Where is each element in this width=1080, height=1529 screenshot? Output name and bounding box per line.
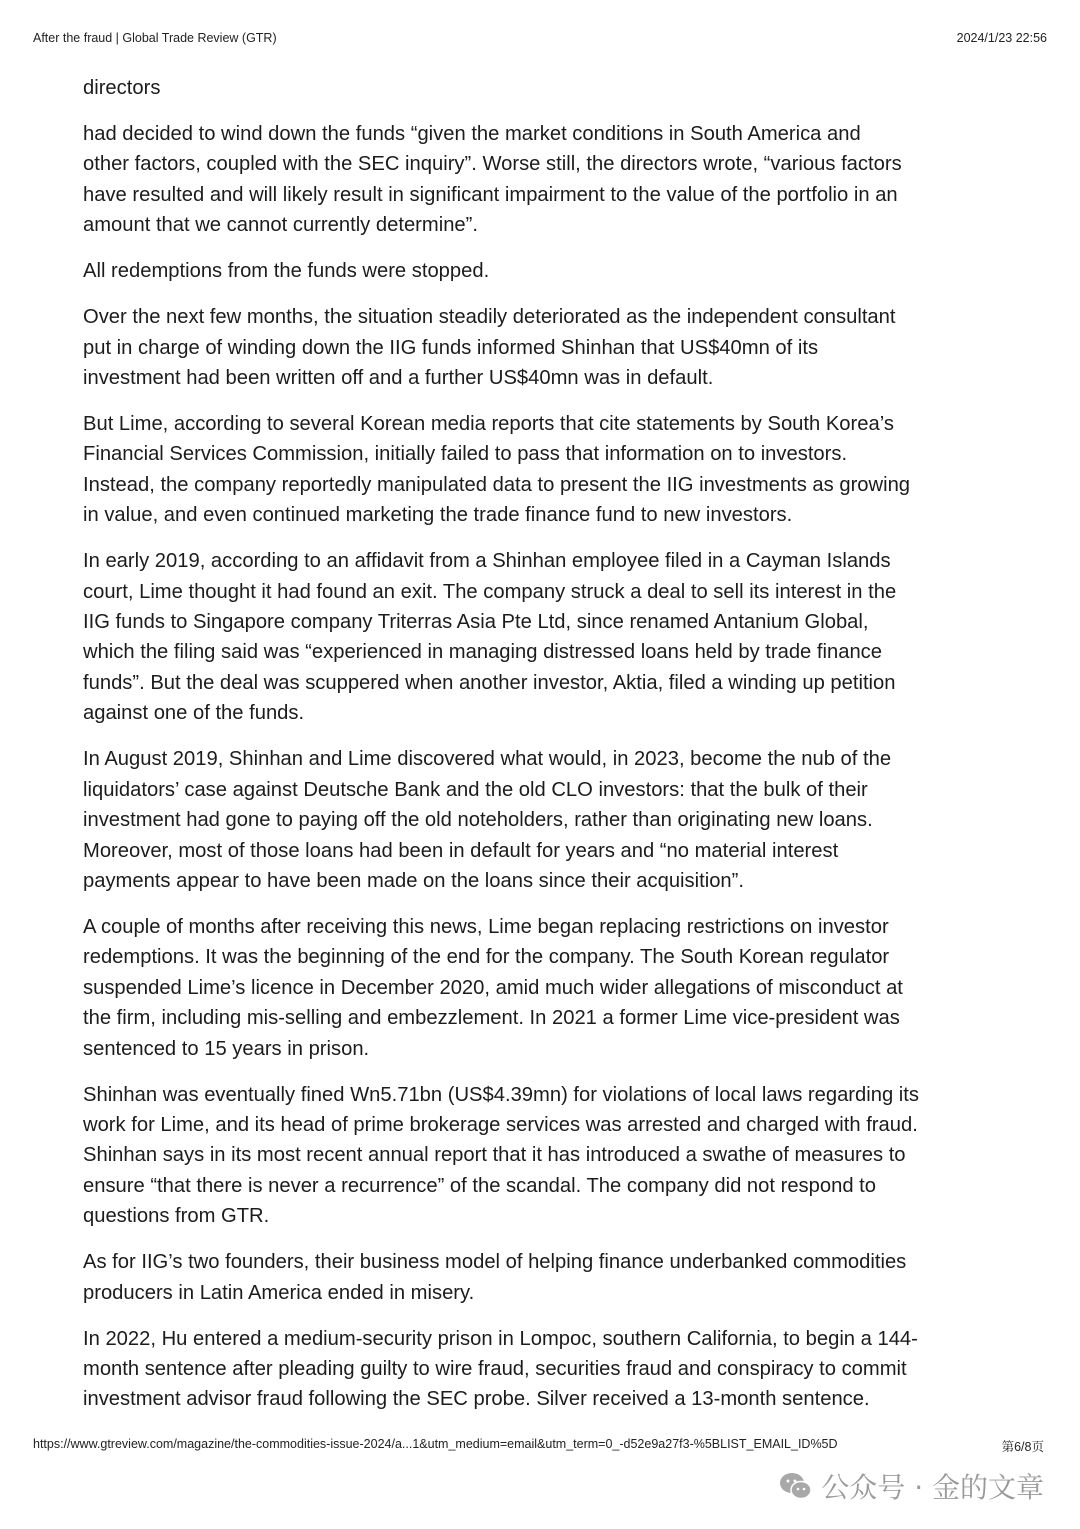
text-line: In early 2019, according to an affidavit from a Shinhan employee filed in a Cayman Islands — [83, 550, 891, 573]
text-line: But Lime, according to several Korean media reports that cite statements by South Korea’s — [83, 413, 894, 436]
text-line: producers in Latin America ended in misery. — [83, 1281, 475, 1304]
text-line: Over the next few months, the situation steadily deteriorated as the independent consultant — [83, 306, 896, 329]
paragraph — [83, 1080, 1003, 1232]
text-line: sentenced to 15 years in prison. — [83, 1037, 370, 1060]
text-line: In 2022, Hu entered a medium-security prison in Lompoc, southern California, to begin a 144- — [83, 1327, 918, 1350]
page-title-header: After the fraud | Global Trade Review (GTR) — [33, 31, 277, 45]
page-url: https://www.gtreview.com/magazine/the-commodities-issue-2024/a...1&utm_medium=email&utm_term=0_-d52e9a27f3-%5BLIST_EMAIL_ID%5D — [33, 1437, 838, 1451]
text-line: A couple of months after receiving this news, Lime began replacing restrictions on investor — [83, 915, 889, 938]
text-line: funds”. But the deal was scuppered when another investor, Aktia, filed a winding up petition — [83, 671, 896, 694]
text-line: redemptions. It was the beginning of the end for the company. The South Korean regulator — [83, 946, 890, 969]
paragraph — [83, 546, 1003, 728]
text-line: against one of the funds. — [83, 702, 305, 725]
text-line: All redemptions from the funds were stopped. — [83, 260, 490, 283]
paragraph — [83, 1324, 1003, 1415]
text-line: investment advisor fraud following the SEC probe. Silver received a 13-month sentence. — [83, 1388, 870, 1411]
text-line: the firm, including mis-selling and embezzlement. In 2021 a former Lime vice-president was — [83, 1007, 900, 1030]
article-body — [83, 73, 1003, 1430]
text-line: amount that we cannot currently determine”. — [83, 214, 478, 237]
text-line: court, Lime thought it had found an exit. The company struck a deal to sell its interest in the — [83, 580, 897, 603]
text-line: put in charge of winding down the IIG funds informed Shinhan that US$40mn of its — [83, 336, 819, 359]
text-line: In August 2019, Shinhan and Lime discovered what would, in 2023, become the nub of the — [83, 748, 892, 771]
wechat-icon — [779, 1471, 813, 1501]
text-line: liquidators’ case against Deutsche Bank and the old CLO investors: that the bulk of their — [83, 778, 868, 801]
text-line: Moreover, most of those loans had been in default for years and “no material interest — [83, 839, 839, 862]
text-line: have resulted and will likely result in significant impairment to the value of the portfolio in an — [83, 183, 898, 206]
text-line: Instead, the company reportedly manipulated data to present the IIG investments as growing — [83, 473, 911, 496]
text-line: in value, and even continued marketing the trade finance fund to new investors. — [83, 504, 793, 527]
text-line: ensure “that there is never a recurrence” of the scandal. The company did not respond to — [83, 1174, 876, 1197]
paragraph — [83, 73, 1003, 103]
paragraph — [83, 1247, 1003, 1308]
text-line: suspended Lime’s licence in December 2020, amid much wider allegations of misconduct at — [83, 976, 903, 999]
paragraph — [83, 302, 1003, 393]
text-line: month sentence after pleading guilty to wire fraud, securities fraud and conspiracy to commit — [83, 1357, 907, 1380]
text-line: questions from GTR. — [83, 1205, 270, 1228]
text-line: Financial Services Commission, initially failed to pass that information on to investors. — [83, 443, 848, 466]
text-line: other factors, coupled with the SEC inquiry”. Worse still, the directors wrote, “various factors — [83, 153, 902, 176]
text-line: IIG funds to Singapore company Triterras Asia Pte Ltd, since renamed Antanium Global, — [83, 611, 869, 634]
text-line: Shinhan was eventually fined Wn5.71bn (US$4.39mn) for violations of local laws regarding its — [83, 1083, 919, 1106]
text-line: directors — [83, 77, 161, 99]
paragraph — [83, 256, 1003, 286]
text-line: payments appear to have been made on the loans since their acquisition”. — [83, 869, 744, 892]
page-number: 第6/8页 — [1001, 1440, 1044, 1454]
watermark — [779, 1466, 1044, 1506]
watermark-text: 公众号 · 金的文章 — [821, 1471, 1044, 1504]
paragraph — [83, 912, 1003, 1064]
text-line: had decided to wind down the funds “given the market conditions in South America and — [83, 123, 861, 145]
text-line: investment had been written off and a further US$40mn was in default. — [83, 367, 714, 390]
text-line: As for IIG’s two founders, their business model of helping finance underbanked commodities — [83, 1251, 907, 1274]
paragraph — [83, 409, 1003, 531]
text-line: investment had gone to paying off the old noteholders, rather than originating new loans. — [83, 809, 873, 832]
paragraph — [83, 744, 1003, 896]
text-line: Shinhan says in its most recent annual report that it has introduced a swathe of measures to — [83, 1144, 906, 1167]
text-line: work for Lime, and its head of prime brokerage services was arrested and charged with fraud. — [83, 1113, 918, 1136]
print-datetime: 2024/1/23 22:56 — [956, 31, 1047, 45]
paragraph — [83, 119, 1003, 241]
text-line: which the filing said was “experienced in managing distressed loans held by trade finance — [83, 641, 882, 664]
